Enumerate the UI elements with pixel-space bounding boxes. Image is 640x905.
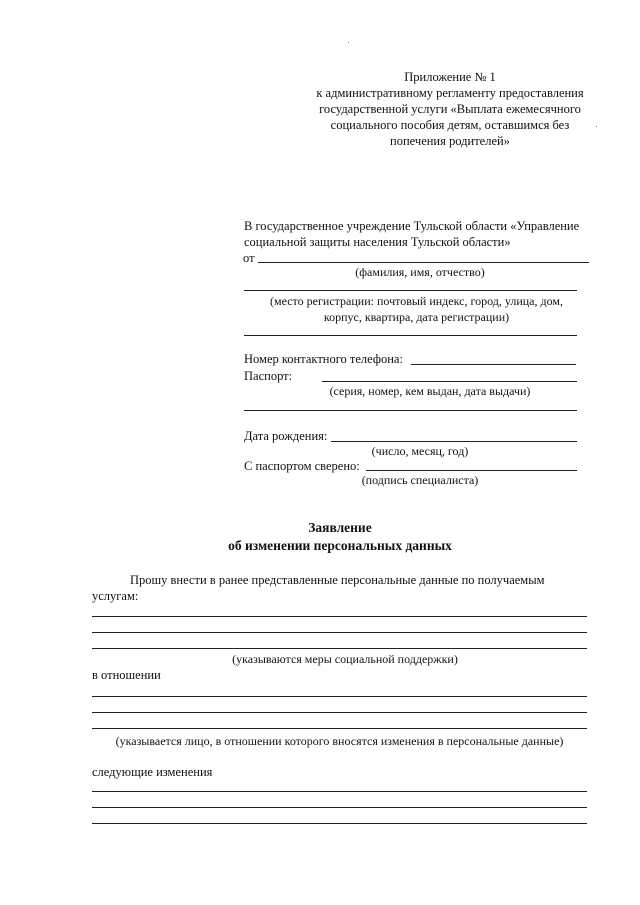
appendix-number: Приложение № 1 (404, 70, 496, 84)
intro-line-2: услугам: (92, 589, 139, 603)
address-caption-2: корпус, квартира, дата регистрации) (323, 310, 510, 324)
regarding-field-line-1[interactable] (92, 696, 587, 697)
phone-label: Номер контактного телефона: (244, 352, 403, 366)
changes-field-line-3[interactable] (92, 823, 587, 824)
regarding-label: в отношении (92, 668, 161, 682)
appendix-line-5: попечения родителей» (390, 134, 510, 148)
changes-field-line-2[interactable] (92, 807, 587, 808)
statement-subtitle: об изменении персональных данных (228, 538, 452, 553)
passport-label: Паспорт: (244, 369, 293, 383)
regarding-field-line-3[interactable] (92, 728, 587, 729)
measures-caption: (указываются меры социальной поддержки) (232, 652, 458, 666)
passport-field-line-2[interactable] (244, 410, 577, 411)
verified-label: С паспортом сверено: (244, 459, 360, 473)
appendix-line-4: социального пособия детям, оставшимся без (330, 118, 570, 132)
birth-label: Дата рождения: (244, 429, 328, 443)
phone-field-line[interactable] (411, 364, 576, 365)
appendix-line-3: государственной услуги «Выплата ежемесячного (319, 102, 581, 116)
recipient-line-2: социальной защиты населения Тульской области» (244, 235, 511, 249)
birth-field-line[interactable] (331, 441, 577, 442)
statement-title: Заявление (308, 520, 372, 535)
passport-field-line[interactable] (322, 381, 577, 382)
services-field-line-1[interactable] (92, 616, 587, 617)
scan-speck (348, 42, 349, 43)
from-label: от (243, 251, 255, 265)
verified-caption: (подпись специалиста) (361, 473, 479, 487)
passport-caption: (серия, номер, кем выдан, дата выдачи) (329, 384, 531, 398)
services-field-line-2[interactable] (92, 632, 587, 633)
fio-caption: (фамилия, имя, отчество) (355, 265, 485, 279)
changes-field-line-1[interactable] (92, 791, 587, 792)
birth-caption: (число, месяц, год) (371, 444, 469, 458)
appendix-line-2: к административному регламенту предоставления (316, 86, 584, 100)
verified-field-line[interactable] (366, 470, 577, 471)
address-field-line[interactable] (244, 290, 577, 291)
scan-speck (596, 126, 597, 127)
services-field-line-3[interactable] (92, 648, 587, 649)
recipient-line-1: В государственное учреждение Тульской области «Управление (244, 219, 580, 233)
changes-label: следующие изменения (92, 765, 213, 779)
regarding-field-line-2[interactable] (92, 712, 587, 713)
address-field-line-2[interactable] (244, 335, 577, 336)
address-caption-1: (место регистрации: почтовый индекс, город, улица, дом, (270, 294, 563, 308)
person-caption: (указывается лицо, в отношении которого вносятся изменения в персональные данные) (115, 734, 564, 748)
fio-field-line[interactable] (258, 262, 589, 263)
intro-line-1: Прошу внести в ранее представленные персональные данные по получаемым (130, 573, 545, 587)
